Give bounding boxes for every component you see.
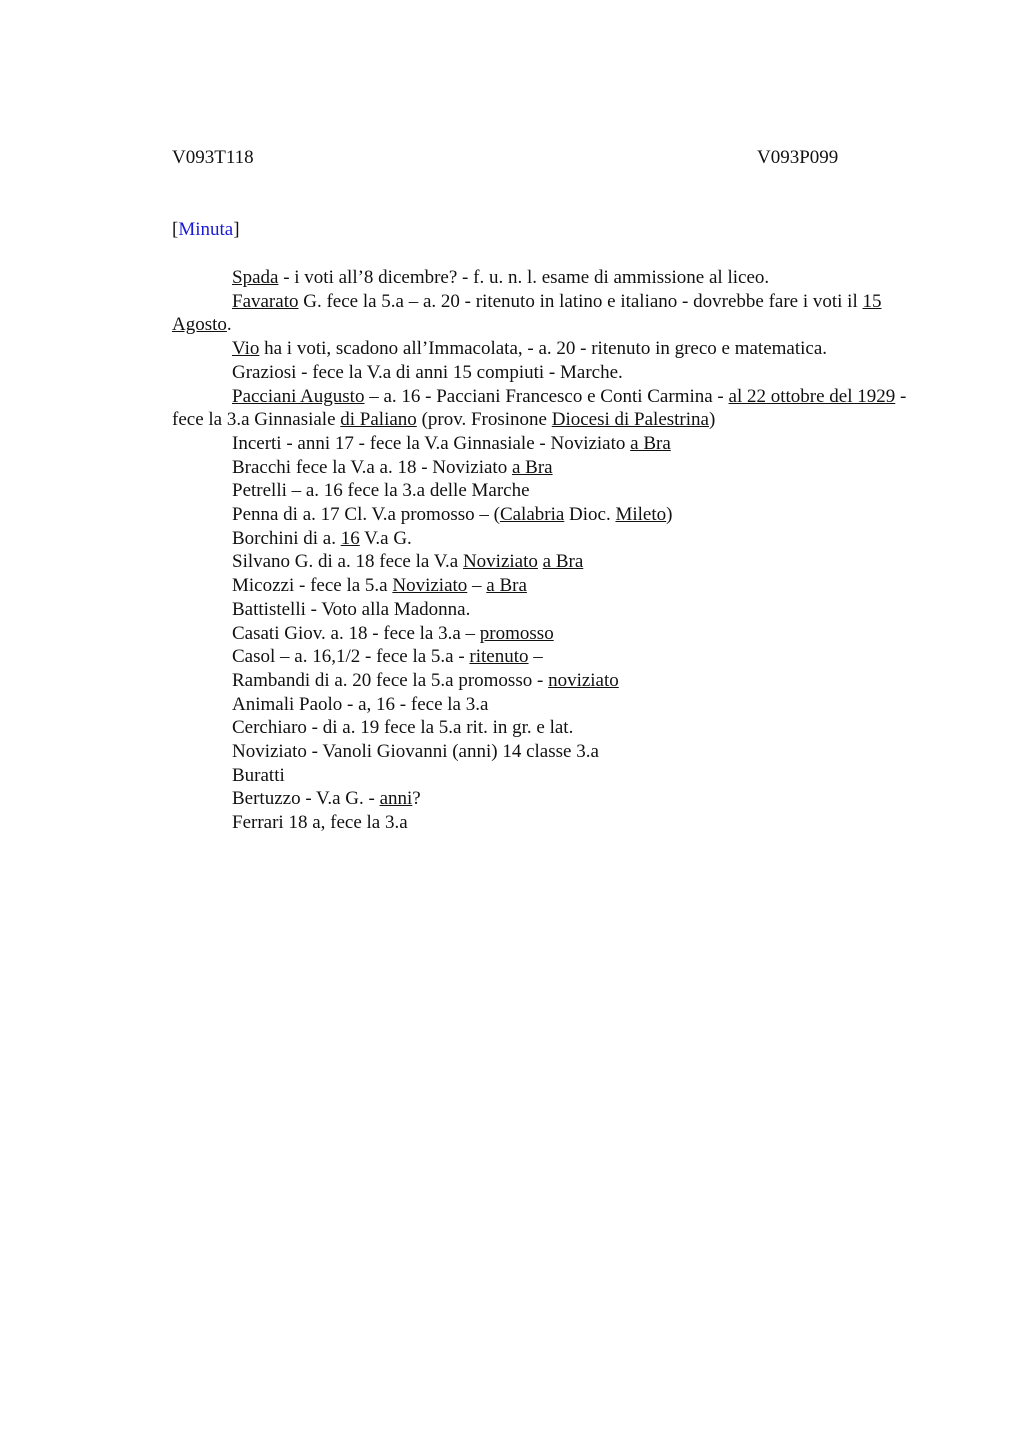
text-segment: Micozzi - fece la 5.a — [232, 575, 393, 597]
underlined-text: 15 Agosto — [172, 290, 882, 336]
text-segment: – — [528, 646, 543, 668]
text-segment: Incerti - anni 17 - fece la V.a Ginnasiale - Noviziato — [232, 432, 631, 454]
underlined-text: al 22 ottobre del 1929 — [728, 385, 896, 407]
text-segment: ) — [666, 504, 673, 526]
text-segment: Graziosi - fece la V.a di anni 15 compiuti - Marche. — [232, 361, 623, 383]
text-segment: Silvano G. di a. 18 fece la V.a — [232, 551, 463, 573]
text-line — [172, 598, 914, 622]
text-line — [172, 266, 914, 290]
text-segment: G. fece la 5.a – a. 20 - ritenuto in latino e italiano - dovrebbe fare i voti il — [298, 290, 863, 312]
underlined-text: promosso — [479, 622, 554, 644]
text-segment: Ferrari 18 a, fece la 3.a — [232, 812, 408, 834]
text-line — [172, 669, 914, 693]
underlined-text: Vio — [232, 338, 260, 360]
text-segment: Cerchiaro - di a. 19 fece la 5.a rit. in gr. e lat. — [232, 717, 574, 739]
text-segment: – a. 16 - Pacciani Francesco e Conti Carmina - — [364, 385, 729, 407]
minuta-open-bracket: [ — [172, 219, 179, 240]
text-line — [172, 503, 914, 527]
text-line — [172, 432, 914, 456]
minuta-link[interactable]: Minuta — [178, 219, 234, 240]
text-segment: Dioc. — [564, 504, 616, 526]
text-segment: - fece la 3.a Ginnasiale — [172, 385, 907, 431]
underlined-text: Noviziato — [462, 551, 538, 573]
text-segment: Buratti — [232, 764, 285, 786]
text-line — [172, 361, 914, 385]
text-line — [172, 527, 914, 551]
text-segment: Rambandi di a. 20 fece la 5.a promosso - — [232, 669, 549, 691]
text-segment: Casol – a. 16,1/2 - fece la 5.a - — [232, 646, 470, 668]
underlined-text: Calabria — [499, 504, 565, 526]
underlined-text: ritenuto — [469, 646, 529, 668]
text-segment: Bracchi fece la V.a a. 18 - Noviziato — [232, 456, 512, 478]
text-line — [172, 622, 914, 646]
document-body — [172, 266, 914, 835]
text-line — [172, 574, 914, 598]
underlined-text: a Bra — [486, 575, 527, 597]
text-segment: Battistelli - Voto alla Madonna. — [232, 598, 471, 620]
text-segment: Animali Paolo - a, 16 - fece la 3.a — [232, 693, 489, 715]
underlined-text: Favarato — [232, 290, 299, 312]
text-line — [172, 740, 914, 764]
minuta-close-bracket: ] — [233, 219, 240, 240]
text-line — [172, 479, 914, 503]
text-segment: . — [226, 314, 232, 336]
header-right-code: V093P099 — [757, 147, 839, 168]
text-line — [172, 716, 914, 740]
text-segment: - i voti all’8 dicembre? - f. u. n. l. esame di ammissione al liceo. — [278, 267, 770, 288]
underlined-text: anni — [379, 788, 413, 810]
header-left-code: V093T118 — [172, 147, 254, 168]
text-line — [172, 337, 914, 361]
text-line — [172, 693, 914, 717]
underlined-text: a Bra — [542, 551, 584, 573]
text-line — [172, 385, 914, 432]
underlined-text: a Bra — [511, 456, 553, 478]
underlined-text: Pacciani Augusto — [232, 385, 365, 407]
underlined-text: Spada — [232, 267, 279, 288]
minuta-label — [172, 218, 240, 242]
text-segment: ) — [708, 409, 716, 431]
text-segment: Noviziato - Vanoli Giovanni (anni) 14 classe 3.a — [232, 741, 599, 763]
text-segment: Bertuzzo - V.a G. - — [232, 788, 380, 810]
text-line — [172, 764, 914, 788]
text-line — [172, 787, 914, 811]
underlined-text: Diocesi di Palestrina — [551, 409, 709, 431]
underlined-text: a Bra — [630, 432, 671, 454]
text-segment: Casati Giov. a. 18 - fece la 3.a – — [232, 622, 480, 644]
text-line — [172, 456, 914, 480]
text-line — [172, 290, 914, 337]
underlined-text: di Paliano — [340, 409, 417, 431]
text-line — [172, 811, 914, 835]
text-segment: – — [467, 575, 487, 597]
text-line — [172, 645, 914, 669]
text-segment: Penna di a. 17 Cl. V.a promosso – ( — [232, 504, 500, 526]
underlined-text: Noviziato — [392, 575, 468, 597]
text-segment: V.a G. — [359, 527, 412, 549]
text-segment: Borchini di a. — [232, 527, 341, 549]
text-segment: ? — [412, 788, 421, 810]
underlined-text: noviziato — [548, 669, 619, 691]
underlined-text: 16 — [340, 527, 360, 549]
text-segment: Petrelli – a. 16 fece la 3.a delle Marche — [232, 480, 530, 502]
text-line — [172, 550, 914, 574]
text-segment: ha i voti, scadono all’Immacolata, - a. 20 - ritenuto in greco e matematica. — [259, 338, 828, 360]
text-segment: (prov. Frosinone — [416, 409, 552, 431]
underlined-text: Mileto — [615, 504, 667, 526]
